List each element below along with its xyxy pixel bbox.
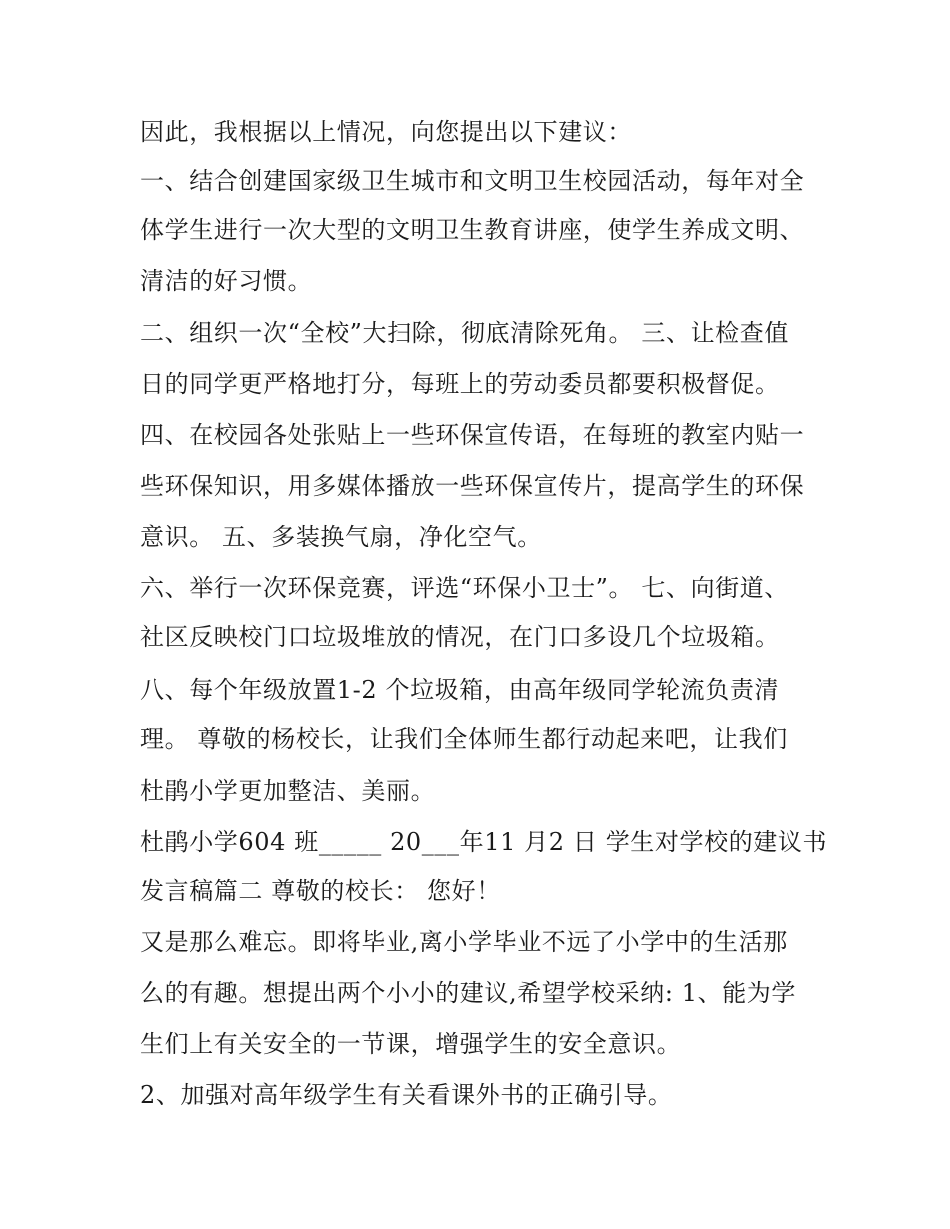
text-line: 么的有趣。想提出两个小小的建议,希望学校采纳: 1、能为学 [140,979,797,1007]
text-line: 一、结合创建国家级卫生城市和文明卫生校园活动，每年对全 [140,167,805,195]
text-line: 因此，我根据以上情况，向您提出以下建议： [140,118,632,146]
text-line: 八、每个年级放置1-2 个垃圾箱，由高年级同学轮流负责清 [140,676,780,704]
text-line: 杜鹃小学604 班_____ 20___年11 月2 日 学生对学校的建议书 [140,828,828,856]
text-line: 些环保知识，用多媒体播放一些环保宣传片，提高学生的环保 [140,472,805,500]
text-line: 清洁的好习惯。 [140,267,313,295]
text-line: 意识。 五、多装换气扇，净化空气。 [140,523,542,551]
text-line: 六、举行一次环保竞赛，评选“环保小卫士”。 七、向街道、 [140,574,789,602]
text-line: 日的同学更严格地打分，每班上的劳动委员都要积极督促。 [140,370,780,398]
text-line: 生们上有关安全的一节课，增强学生的安全意识。 [140,1030,682,1058]
text-line: 发言稿篇二 尊敬的校长： 您好！ [140,877,501,905]
text-line: 2、加强对高年级学生有关看课外书的正确引导。 [140,1081,673,1109]
text-line: 体学生进行一次大型的文明卫生教育讲座，使学生养成文明、 [140,216,805,244]
text-line: 理。 尊敬的杨校长，让我们全体师生都行动起来吧，让我们 [140,725,788,753]
text-line: 又是那么难忘。即将毕业,离小学毕业不远了小学中的生活那 [140,928,788,956]
text-line: 杜鹃小学更加整洁、美丽。 [140,777,436,805]
text-line: 二、组织一次“全校”大扫除，彻底清除死角。 三、让检查值 [140,319,789,347]
text-line: 四、在校园各处张贴上一些环保宣传语，在每班的教室内贴一 [140,421,805,449]
text-line: 社区反映校门口垃圾堆放的情况，在门口多设几个垃圾箱。 [140,623,780,651]
